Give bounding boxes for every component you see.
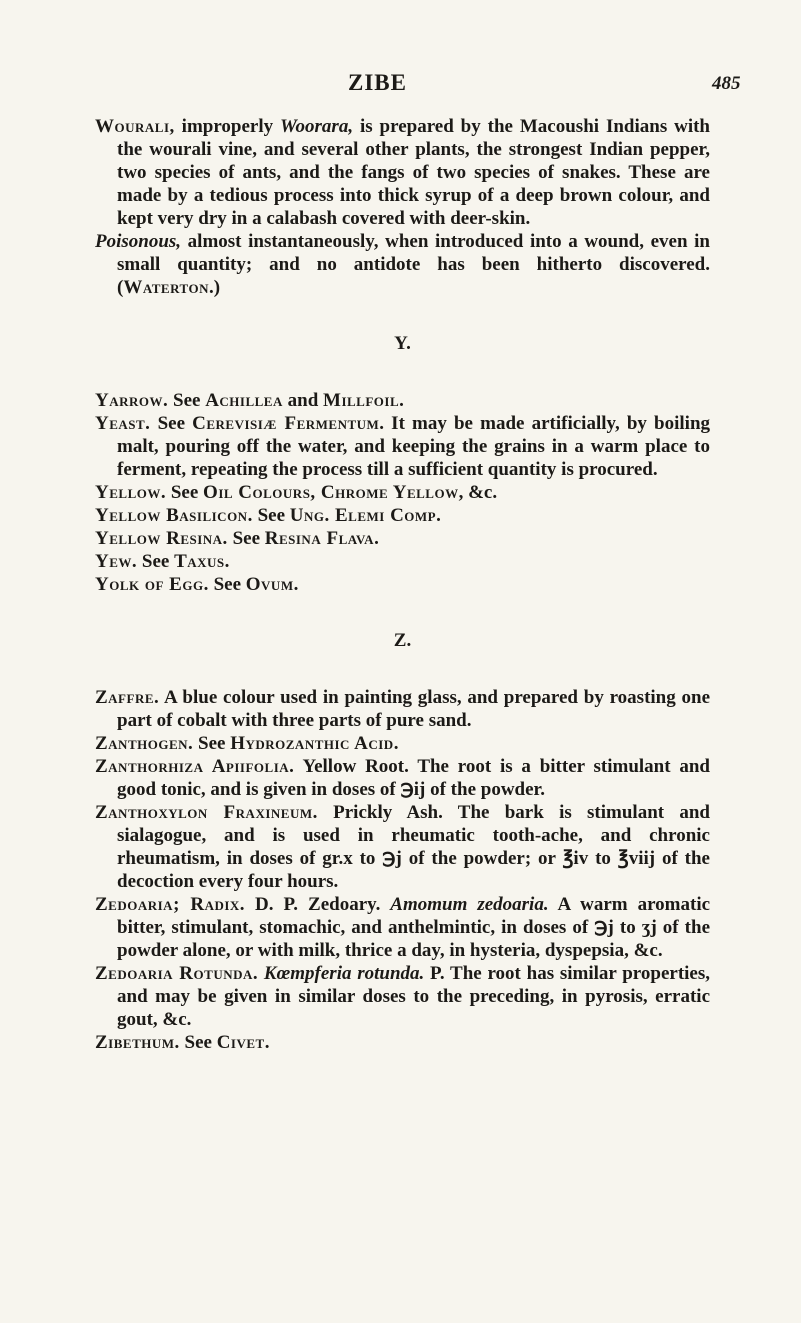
entry-text: P. The root has similar properties, and may be given in similar doses to the preceding, in pyrosis, erratic gout, &c. xyxy=(117,963,711,1030)
cross-reference: Achillea xyxy=(205,390,283,411)
entry-headword: Zaffre. xyxy=(95,687,160,708)
section-heading-z: Z. xyxy=(393,630,412,651)
entry-headword: Zanthorhiza Apiifolia. xyxy=(95,756,295,777)
entry-zedoaria-rotunda xyxy=(95,962,710,1031)
entry-headword: Zedoaria; Radix. xyxy=(95,894,246,915)
cross-reference: Taxus xyxy=(174,551,225,572)
cross-reference: Cerevisiæ Fermentum xyxy=(192,413,380,434)
entry-text: See xyxy=(208,574,246,595)
entry-citation: Waterton xyxy=(123,277,209,298)
entry-text: See xyxy=(193,733,231,754)
entry-text: .) xyxy=(208,277,221,298)
entry-text: , &c. xyxy=(458,482,498,503)
entry-text: See xyxy=(137,551,175,572)
entry-headword: Poisonous, xyxy=(95,231,182,252)
entry-zanthoxylon xyxy=(95,801,710,893)
entry-text: See xyxy=(166,482,204,503)
cross-reference: Oil Colours, Chrome Yellow xyxy=(203,482,459,503)
entry-text: . xyxy=(224,551,230,572)
entry-text: See xyxy=(227,528,265,549)
entry-zibethum xyxy=(95,1031,710,1054)
cross-reference: Ung. Elemi Comp xyxy=(289,505,437,526)
entry-headword: Yellow Resina. xyxy=(95,528,228,549)
entry-text-italic: Woorara, xyxy=(280,116,354,137)
page-number: 485 xyxy=(712,73,741,94)
dictionary-entries xyxy=(95,115,710,1054)
entry-text: See xyxy=(168,390,206,411)
entry-text: See xyxy=(252,505,290,526)
entry-text-italic: Kœmpferia rotunda. xyxy=(263,963,425,984)
cross-reference: Civet xyxy=(216,1032,265,1053)
cross-reference: Hydrozanthic Acid xyxy=(230,733,394,754)
entry-yarrow xyxy=(95,389,710,412)
entry-headword: Yarrow. xyxy=(95,390,169,411)
running-head xyxy=(0,70,801,100)
entry-yellow-basilicon xyxy=(95,504,710,527)
entry-text: . xyxy=(399,390,404,411)
entry-yeast xyxy=(95,412,710,481)
entry-text: A blue colour used in painting glass, and prepared by roasting one part of cobalt with three parts of pure sand. xyxy=(117,687,710,731)
entry-wourali xyxy=(95,115,710,230)
entry-text: is prepared by the Macoushi Indians with the wourali vine, and several other plants, the strongest Indian pepper, two species of ants, and the fangs of two species of snakes. These are made by a tedious process into thick syrup of a deep brown colour, and kept very dry in a calabash covered with deer-skin. xyxy=(117,116,710,229)
entry-poisonous xyxy=(95,230,710,299)
entry-zanthogen xyxy=(95,732,710,755)
entry-headword: Zanthogen. xyxy=(95,733,194,754)
entry-headword: Zedoaria Rotunda. xyxy=(95,963,259,984)
cross-reference: Ovum xyxy=(245,574,294,595)
entry-yew xyxy=(95,550,710,573)
entry-text: almost instantaneously, when introduced into a wound, even in small quantity; and no antidote has been hitherto discovered. ( xyxy=(117,231,710,298)
entry-headword: Yellow. xyxy=(95,482,167,503)
entry-text: Prickly Ash. The bark is stimulant and sialagogue, and is used in rheumatic tooth-ache, and chronic rheumatism, in doses of gr.x to ℈j of the powder; or ℥iv to ℥viij of the decoction every four hours. xyxy=(117,802,710,892)
entry-text-italic: Amomum zedoaria. xyxy=(390,894,549,915)
entry-headword: Yolk of Egg. xyxy=(95,574,209,595)
entry-zanthorhiza xyxy=(95,755,710,801)
running-head-title: ZIBE xyxy=(348,70,407,95)
cross-reference: Resina Flava xyxy=(264,528,375,549)
entry-headword: Yeast. xyxy=(95,413,151,434)
entry-headword: Wourali, xyxy=(95,116,175,137)
entry-zedoaria-radix xyxy=(95,893,710,962)
entry-text: . xyxy=(293,574,299,595)
entry-headword: Zibethum. xyxy=(95,1032,180,1053)
entry-text: and xyxy=(282,390,324,411)
entry-text: D. P. Zedoary. xyxy=(245,894,391,915)
entry-text: . xyxy=(264,1032,270,1053)
entry-text: See xyxy=(150,413,193,434)
entry-text: . xyxy=(374,528,379,549)
entry-text: . xyxy=(393,733,399,754)
entry-text: improperly xyxy=(174,116,281,137)
entry-headword: Yew. xyxy=(95,551,138,572)
cross-reference: Millfoil xyxy=(323,390,400,411)
entry-zaffre xyxy=(95,686,710,732)
entry-text: . It may be made artificially, by boiling malt, pouring off the water, and keeping the grains in a warm place to ferment, repeating the process till a sufficient quantity is procured. xyxy=(117,413,711,480)
entry-text: . xyxy=(436,505,441,526)
entry-yellow-resina xyxy=(95,527,710,550)
entry-headword: Zanthoxylon Fraxineum. xyxy=(95,802,318,823)
section-heading-y: Y. xyxy=(394,333,411,354)
entry-text: Yellow Root. The root is a bitter stimulant and good tonic, and is given in doses of ℈ij of the powder. xyxy=(117,756,710,800)
entry-text: See xyxy=(179,1032,217,1053)
entry-yolk-of-egg xyxy=(95,573,710,596)
entry-headword: Yellow Basilicon. xyxy=(95,505,253,526)
entry-text: A warm aromatic bitter, stimulant, stomachic, and anthelmintic, in doses of ℈j to ʒj of the powder alone, or with milk, thrice a day, in hysteria, dyspepsia, &c. xyxy=(117,894,711,961)
entry-yellow xyxy=(95,481,710,504)
